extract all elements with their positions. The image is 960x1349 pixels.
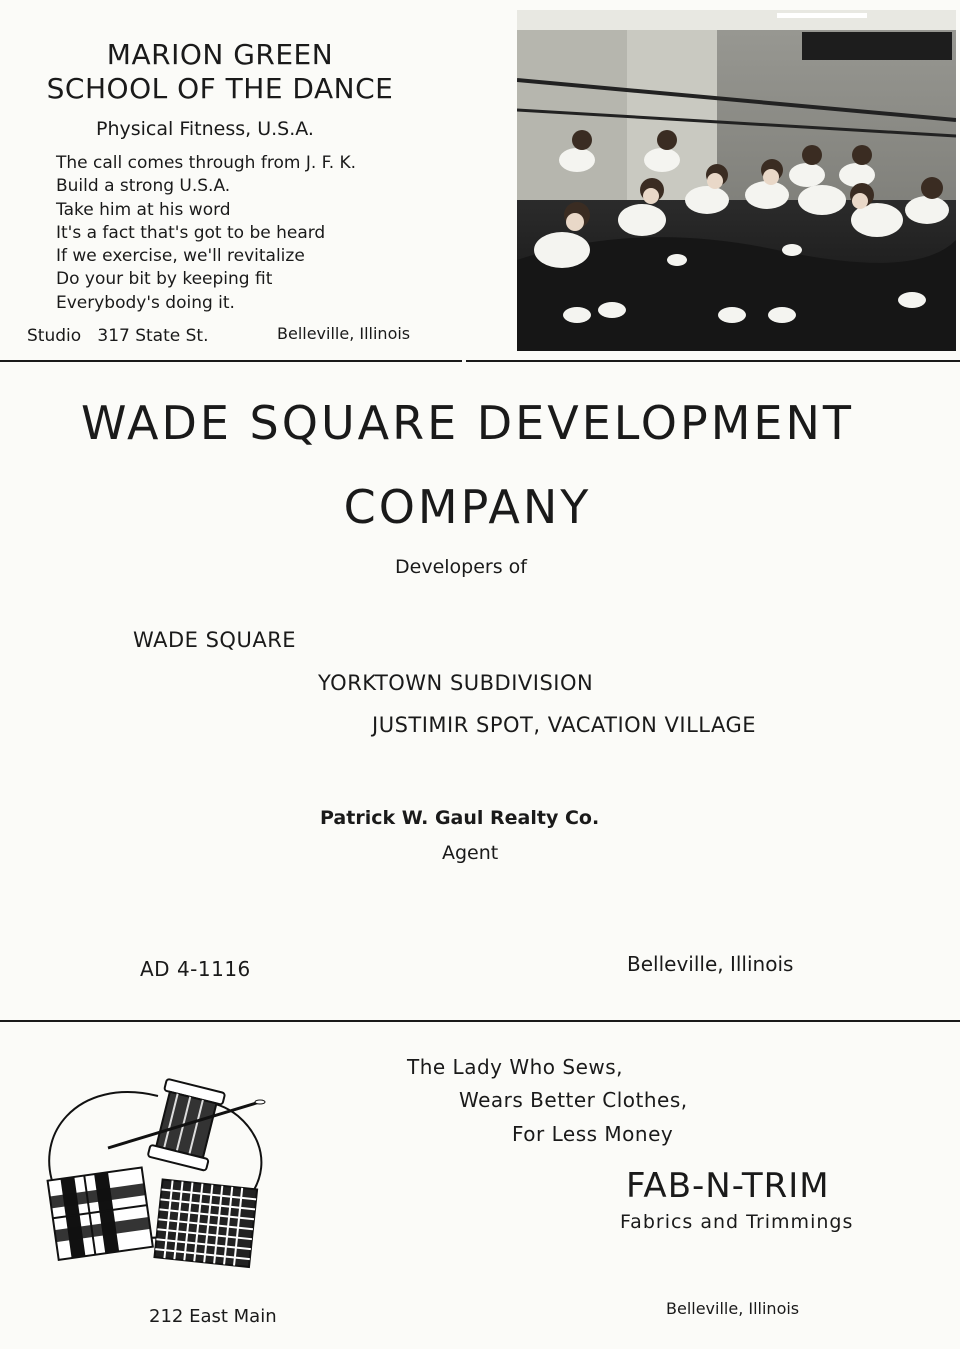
poem-line: Build a strong U.S.A. bbox=[56, 176, 231, 197]
dance-class-photo bbox=[517, 10, 956, 351]
slogan-line: The Lady Who Sews, bbox=[407, 1055, 624, 1079]
dance-school-city: Belleville, Illinois bbox=[277, 324, 411, 343]
brand-tagline: Fabrics and Trimmings bbox=[620, 1211, 854, 1233]
dance-school-title-line2: SCHOOL OF THE DANCE bbox=[46, 72, 394, 105]
company-title-line2: COMPANY bbox=[343, 480, 592, 534]
store-city: Belleville, Illinois bbox=[666, 1299, 800, 1318]
brand-name: FAB-N-TRIM bbox=[626, 1166, 830, 1206]
sewing-illustration bbox=[38, 1066, 276, 1276]
slogan-line: For Less Money bbox=[512, 1122, 674, 1146]
dance-school-title-line1: MARION GREEN bbox=[106, 38, 334, 71]
project-justimir-spot: JUSTIMIR SPOT, VACATION VILLAGE bbox=[372, 713, 757, 737]
divider-bottom bbox=[0, 1020, 960, 1022]
studio-label: Studio bbox=[27, 326, 82, 346]
phone-number: AD 4-1116 bbox=[140, 957, 251, 981]
poem-line: Do your bit by keeping fit bbox=[56, 269, 273, 290]
divider-left bbox=[0, 360, 462, 362]
company-title-line1: WADE SQUARE DEVELOPMENT bbox=[81, 396, 854, 450]
agent-name: Patrick W. Gaul Realty Co. bbox=[320, 807, 600, 829]
poem-line: It's a fact that's got to be heard bbox=[56, 222, 326, 243]
poem-line: If we exercise, we'll revitalize bbox=[56, 246, 305, 267]
dance-school-poem bbox=[56, 152, 356, 315]
divider-right bbox=[466, 360, 960, 362]
street-address: 317 State St. bbox=[97, 326, 209, 346]
developers-of-label: Developers of bbox=[395, 556, 527, 578]
project-yorktown: YORKTOWN SUBDIVISION bbox=[318, 671, 594, 695]
dance-school-subtitle: Physical Fitness, U.S.A. bbox=[96, 118, 314, 140]
poem-line: Take him at his word bbox=[56, 199, 231, 220]
company-city: Belleville, Illinois bbox=[627, 952, 794, 976]
poem-line: The call comes through from J. F. K. bbox=[56, 153, 357, 173]
studio-address bbox=[27, 326, 209, 346]
project-wade-square: WADE SQUARE bbox=[133, 628, 297, 652]
store-address: 212 East Main bbox=[149, 1306, 277, 1327]
agent-label: Agent bbox=[442, 842, 499, 864]
slogan-line: Wears Better Clothes, bbox=[459, 1088, 688, 1112]
poem-line: Everybody's doing it. bbox=[56, 292, 235, 313]
